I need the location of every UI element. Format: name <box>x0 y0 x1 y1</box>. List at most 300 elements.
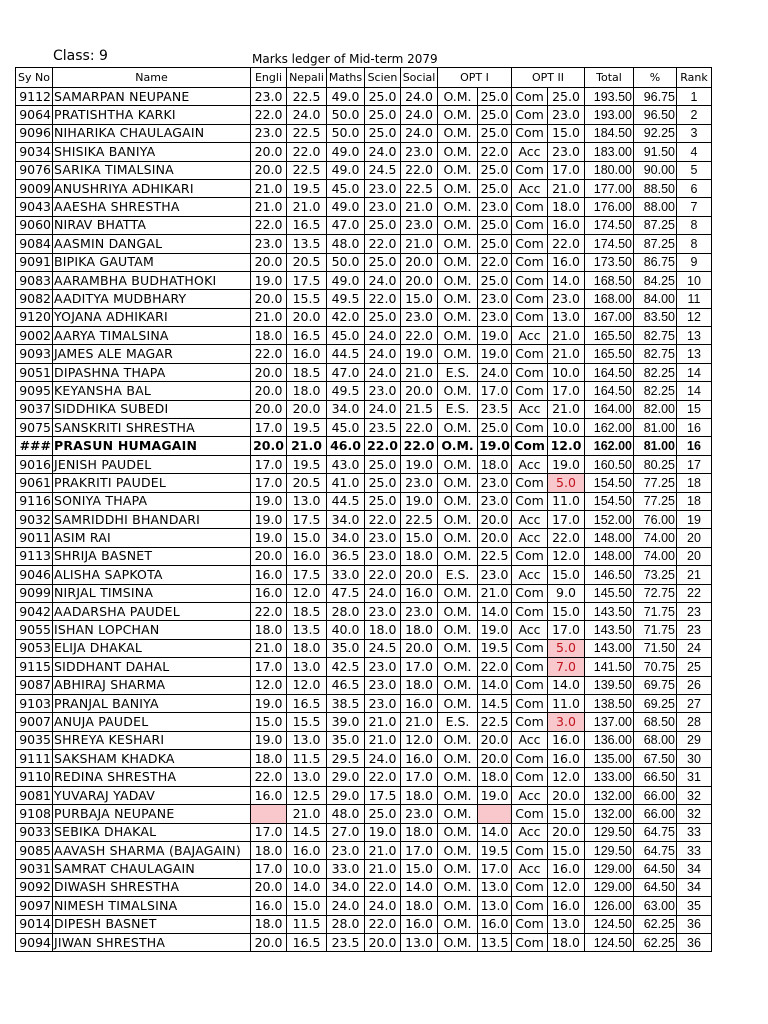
opt2-mark-cell: 21.0 <box>548 179 585 197</box>
total-cell: 165.50 <box>585 345 634 363</box>
table-row <box>16 510 712 528</box>
english-cell: 20.0 <box>251 382 287 400</box>
social-cell: 19.0 <box>401 345 438 363</box>
opt1-mark-cell: 18.0 <box>478 768 512 786</box>
opt2-subject-cell: Acc <box>512 860 548 878</box>
opt1-mark-cell: 20.0 <box>478 529 512 547</box>
name-cell: ANUJA PAUDEL <box>53 713 251 731</box>
opt1-mark-cell: 25.0 <box>478 216 512 234</box>
nepali-cell: 13.5 <box>287 235 327 253</box>
maths-cell: 29.5 <box>327 750 365 768</box>
science-cell: 25.0 <box>365 106 401 124</box>
opt1-mark-cell: 19.0 <box>478 621 512 639</box>
social-cell: 13.0 <box>401 933 438 951</box>
opt1-mark-cell: 25.0 <box>478 179 512 197</box>
english-cell: 17.0 <box>251 474 287 492</box>
opt2-mark-cell: 21.0 <box>548 327 585 345</box>
science-cell: 21.0 <box>365 842 401 860</box>
opt1-mark-cell: 22.0 <box>478 658 512 676</box>
table-row <box>16 584 712 602</box>
table-row <box>16 382 712 400</box>
name-cell: AADITYA MUDBHARY <box>53 290 251 308</box>
table-row <box>16 805 712 823</box>
nepali-cell: 21.0 <box>287 198 327 216</box>
maths-cell: 41.0 <box>327 474 365 492</box>
table-row <box>16 566 712 584</box>
rank-cell: 14 <box>677 363 712 381</box>
opt2-mark-cell: 20.0 <box>548 786 585 804</box>
opt2-subject-cell: Com <box>512 547 548 565</box>
opt2-mark-cell: 22.0 <box>548 235 585 253</box>
total-cell: 162.00 <box>585 419 634 437</box>
social-cell: 22.0 <box>401 419 438 437</box>
name-cell: SEBIKA DHAKAL <box>53 823 251 841</box>
opt2-mark-cell: 16.0 <box>548 860 585 878</box>
opt1-subject-cell: O.M. <box>438 602 478 620</box>
nepali-cell: 12.0 <box>287 584 327 602</box>
english-cell: 21.0 <box>251 308 287 326</box>
english-cell: 18.0 <box>251 327 287 345</box>
science-cell: 22.0 <box>365 566 401 584</box>
opt2-mark-cell: 15.0 <box>548 805 585 823</box>
total-cell: 184.50 <box>585 124 634 142</box>
table-row <box>16 363 712 381</box>
science-cell: 24.0 <box>365 363 401 381</box>
name-cell: SHRIJA BASNET <box>53 547 251 565</box>
name-cell: PRAKRITI PAUDEL <box>53 474 251 492</box>
total-cell: 137.00 <box>585 713 634 731</box>
table-row <box>16 878 712 896</box>
sy-no-cell: 9046 <box>16 566 53 584</box>
opt2-subject-cell: Com <box>512 198 548 216</box>
social-cell: 18.0 <box>401 786 438 804</box>
english-cell: 20.0 <box>251 400 287 418</box>
opt1-subject-cell: O.M. <box>438 345 478 363</box>
english-cell: 18.0 <box>251 915 287 933</box>
rank-cell: 23 <box>677 602 712 620</box>
opt2-mark-cell: 17.0 <box>548 161 585 179</box>
sy-no-cell: 9009 <box>16 179 53 197</box>
nepali-cell: 16.5 <box>287 327 327 345</box>
percent-cell: 64.75 <box>634 823 677 841</box>
opt2-subject-cell: Com <box>512 842 548 860</box>
name-cell: REDINA SHRESTHA <box>53 768 251 786</box>
rank-cell: 14 <box>677 382 712 400</box>
total-cell: 132.00 <box>585 786 634 804</box>
social-cell: 20.0 <box>401 271 438 289</box>
total-cell: 141.50 <box>585 658 634 676</box>
table-row <box>16 529 712 547</box>
maths-cell: 49.0 <box>327 271 365 289</box>
opt1-mark-cell: 23.0 <box>478 308 512 326</box>
sy-no-cell: 9091 <box>16 253 53 271</box>
sy-no-cell: 9034 <box>16 143 53 161</box>
rank-cell: 10 <box>677 271 712 289</box>
opt2-subject-cell: Com <box>512 161 548 179</box>
table-row <box>16 547 712 565</box>
maths-cell: 49.5 <box>327 290 365 308</box>
name-cell: AASMIN DANGAL <box>53 235 251 253</box>
rank-cell: 31 <box>677 768 712 786</box>
maths-cell: 42.5 <box>327 658 365 676</box>
table-row <box>16 658 712 676</box>
maths-cell: 34.0 <box>327 529 365 547</box>
rank-cell: 24 <box>677 639 712 657</box>
science-cell: 25.0 <box>365 492 401 510</box>
rank-cell: 30 <box>677 750 712 768</box>
percent-cell: 82.75 <box>634 327 677 345</box>
name-cell: ALISHA SAPKOTA <box>53 566 251 584</box>
total-cell: 160.50 <box>585 455 634 473</box>
total-cell: 168.50 <box>585 271 634 289</box>
rank-cell: 29 <box>677 731 712 749</box>
social-cell: 16.0 <box>401 750 438 768</box>
table-row <box>16 768 712 786</box>
opt2-subject-cell: Com <box>512 124 548 142</box>
opt1-subject-cell: O.M. <box>438 106 478 124</box>
table-row <box>16 88 712 106</box>
maths-cell: 48.0 <box>327 235 365 253</box>
name-cell: JAMES ALE MAGAR <box>53 345 251 363</box>
maths-cell: 29.0 <box>327 768 365 786</box>
english-cell: 16.0 <box>251 897 287 915</box>
percent-cell: 63.00 <box>634 897 677 915</box>
opt2-mark-cell: 20.0 <box>548 823 585 841</box>
opt2-subject-cell: Com <box>512 584 548 602</box>
percent-cell: 84.25 <box>634 271 677 289</box>
english-cell: 19.0 <box>251 510 287 528</box>
table-row <box>16 198 712 216</box>
percent-cell: 96.50 <box>634 106 677 124</box>
total-cell: 136.00 <box>585 731 634 749</box>
opt1-mark-cell: 23.0 <box>478 198 512 216</box>
opt1-mark-cell: 19.5 <box>478 842 512 860</box>
total-cell: 129.50 <box>585 823 634 841</box>
opt1-subject-cell: O.M. <box>438 455 478 473</box>
social-cell: 18.0 <box>401 897 438 915</box>
science-cell: 23.0 <box>365 694 401 712</box>
table-row <box>16 290 712 308</box>
opt1-subject-cell: O.M. <box>438 492 478 510</box>
rank-cell: 21 <box>677 566 712 584</box>
opt2-mark-cell: 15.0 <box>548 842 585 860</box>
sy-no-cell: 9033 <box>16 823 53 841</box>
rank-cell: 8 <box>677 216 712 234</box>
nepali-cell: 10.0 <box>287 860 327 878</box>
opt2-subject-cell: Com <box>512 639 548 657</box>
opt2-subject-cell: Acc <box>512 510 548 528</box>
rank-cell: 32 <box>677 786 712 804</box>
science-cell: 24.0 <box>365 750 401 768</box>
social-cell: 21.0 <box>401 198 438 216</box>
rank-cell: 36 <box>677 933 712 951</box>
maths-cell: 48.0 <box>327 805 365 823</box>
science-cell: 24.0 <box>365 897 401 915</box>
col-header-syno: Sy No <box>16 68 53 88</box>
rank-cell: 26 <box>677 676 712 694</box>
total-cell: 180.00 <box>585 161 634 179</box>
science-cell: 23.0 <box>365 529 401 547</box>
opt1-subject-cell: O.M. <box>438 933 478 951</box>
maths-cell: 44.5 <box>327 492 365 510</box>
total-cell: 129.00 <box>585 860 634 878</box>
english-cell: 17.0 <box>251 455 287 473</box>
science-cell: 17.5 <box>365 786 401 804</box>
opt1-subject-cell: O.M. <box>438 694 478 712</box>
opt2-subject-cell: Acc <box>512 327 548 345</box>
science-cell: 24.0 <box>365 271 401 289</box>
name-cell: NIRAV BHATTA <box>53 216 251 234</box>
opt1-subject-cell: E.S. <box>438 363 478 381</box>
opt2-mark-cell: 23.0 <box>548 143 585 161</box>
opt2-subject-cell: Acc <box>512 179 548 197</box>
rank-cell: 34 <box>677 860 712 878</box>
maths-cell: 35.0 <box>327 731 365 749</box>
percent-cell: 69.75 <box>634 676 677 694</box>
sy-no-cell: 9061 <box>16 474 53 492</box>
table-row <box>16 860 712 878</box>
english-cell: 22.0 <box>251 768 287 786</box>
rank-cell: 23 <box>677 621 712 639</box>
opt2-mark-cell: 16.0 <box>548 750 585 768</box>
nepali-cell: 20.5 <box>287 474 327 492</box>
rank-cell: 33 <box>677 823 712 841</box>
opt1-subject-cell: E.S. <box>438 566 478 584</box>
opt2-mark-cell: 12.0 <box>548 437 585 455</box>
opt1-mark-cell: 13.0 <box>478 897 512 915</box>
science-cell: 22.0 <box>365 768 401 786</box>
social-cell: 20.0 <box>401 382 438 400</box>
opt2-mark-cell: 13.0 <box>548 915 585 933</box>
opt1-subject-cell: O.M. <box>438 860 478 878</box>
nepali-cell: 17.5 <box>287 510 327 528</box>
total-cell: 143.00 <box>585 639 634 657</box>
name-cell: SAMRIDDHI BHANDARI <box>53 510 251 528</box>
opt2-mark-cell: 15.0 <box>548 602 585 620</box>
opt2-mark-cell: 5.0 <box>548 474 585 492</box>
rank-cell: 9 <box>677 253 712 271</box>
name-cell: NIRJAL TIMSINA <box>53 584 251 602</box>
science-cell: 23.5 <box>365 419 401 437</box>
rank-cell: 22 <box>677 584 712 602</box>
total-cell: 148.00 <box>585 529 634 547</box>
opt1-subject-cell: O.M. <box>438 842 478 860</box>
science-cell: 24.5 <box>365 161 401 179</box>
rank-cell: 15 <box>677 400 712 418</box>
name-cell: SIDDHANT DAHAL <box>53 658 251 676</box>
rank-cell: 16 <box>677 437 712 455</box>
opt1-mark-cell: 20.0 <box>478 510 512 528</box>
science-cell: 25.0 <box>365 124 401 142</box>
table-row <box>16 143 712 161</box>
name-cell: JENISH PAUDEL <box>53 455 251 473</box>
science-cell: 22.0 <box>365 915 401 933</box>
sy-no-cell: 9097 <box>16 897 53 915</box>
opt2-subject-cell: Com <box>512 419 548 437</box>
total-cell: 183.00 <box>585 143 634 161</box>
ledger-title: Marks ledger of Mid-term 2079 <box>252 52 438 66</box>
maths-cell: 29.0 <box>327 786 365 804</box>
opt1-mark-cell: 20.0 <box>478 750 512 768</box>
opt1-subject-cell: O.M. <box>438 621 478 639</box>
total-cell: 143.50 <box>585 621 634 639</box>
percent-cell: 68.50 <box>634 713 677 731</box>
science-cell: 20.0 <box>365 933 401 951</box>
sy-no-cell: 9043 <box>16 198 53 216</box>
name-cell: KEYANSHA BAL <box>53 382 251 400</box>
nepali-cell: 11.5 <box>287 750 327 768</box>
sy-no-cell: 9092 <box>16 878 53 896</box>
social-cell: 18.0 <box>401 676 438 694</box>
social-cell: 15.0 <box>401 529 438 547</box>
opt1-mark-cell: 23.0 <box>478 290 512 308</box>
percent-cell: 88.00 <box>634 198 677 216</box>
sy-no-cell: 9060 <box>16 216 53 234</box>
percent-cell: 82.75 <box>634 345 677 363</box>
table-row <box>16 161 712 179</box>
name-cell: AARYA TIMALSINA <box>53 327 251 345</box>
opt2-subject-cell: Com <box>512 897 548 915</box>
header-row <box>16 68 712 88</box>
opt2-mark-cell: 14.0 <box>548 676 585 694</box>
sy-no-cell: 9095 <box>16 382 53 400</box>
science-cell: 24.5 <box>365 639 401 657</box>
maths-cell: 28.0 <box>327 915 365 933</box>
total-cell: 164.50 <box>585 363 634 381</box>
opt2-mark-cell: 21.0 <box>548 400 585 418</box>
opt2-subject-cell: Acc <box>512 621 548 639</box>
opt1-subject-cell: O.M. <box>438 510 478 528</box>
opt2-subject-cell: Com <box>512 235 548 253</box>
opt1-subject-cell: O.M. <box>438 271 478 289</box>
social-cell: 18.0 <box>401 823 438 841</box>
percent-cell: 82.25 <box>634 382 677 400</box>
table-row <box>16 455 712 473</box>
rank-cell: 4 <box>677 143 712 161</box>
percent-cell: 69.25 <box>634 694 677 712</box>
social-cell: 16.0 <box>401 694 438 712</box>
rank-cell: 20 <box>677 547 712 565</box>
nepali-cell: 16.0 <box>287 345 327 363</box>
opt1-mark-cell: 22.0 <box>478 143 512 161</box>
opt1-subject-cell: O.M. <box>438 786 478 804</box>
science-cell: 25.0 <box>365 308 401 326</box>
social-cell: 21.0 <box>401 713 438 731</box>
name-cell: YUVARAJ YADAV <box>53 786 251 804</box>
name-cell: SARIKA TIMALSINA <box>53 161 251 179</box>
opt2-subject-cell: Acc <box>512 786 548 804</box>
nepali-cell: 17.5 <box>287 566 327 584</box>
nepali-cell: 16.0 <box>287 547 327 565</box>
maths-cell: 27.0 <box>327 823 365 841</box>
nepali-cell: 19.5 <box>287 455 327 473</box>
english-cell: 17.0 <box>251 419 287 437</box>
opt1-mark-cell: 17.0 <box>478 860 512 878</box>
social-cell: 22.0 <box>401 327 438 345</box>
opt1-mark-cell: 25.0 <box>478 271 512 289</box>
ledger-body <box>16 88 712 952</box>
table-row <box>16 308 712 326</box>
percent-cell: 90.00 <box>634 161 677 179</box>
percent-cell: 87.25 <box>634 235 677 253</box>
rank-cell: 8 <box>677 235 712 253</box>
nepali-cell: 16.5 <box>287 933 327 951</box>
opt2-mark-cell: 12.0 <box>548 768 585 786</box>
opt2-mark-cell: 17.0 <box>548 510 585 528</box>
nepali-cell: 13.5 <box>287 621 327 639</box>
sy-no-cell: 9084 <box>16 235 53 253</box>
opt1-subject-cell: O.M. <box>438 327 478 345</box>
percent-cell: 76.00 <box>634 510 677 528</box>
maths-cell: 46.0 <box>327 437 365 455</box>
table-row <box>16 327 712 345</box>
opt1-mark-cell: 18.0 <box>478 455 512 473</box>
percent-cell: 71.50 <box>634 639 677 657</box>
social-cell: 16.0 <box>401 915 438 933</box>
opt1-subject-cell: O.M. <box>438 639 478 657</box>
sy-no-cell: 9035 <box>16 731 53 749</box>
opt2-mark-cell: 13.0 <box>548 308 585 326</box>
social-cell: 20.0 <box>401 253 438 271</box>
percent-cell: 71.75 <box>634 602 677 620</box>
rank-cell: 3 <box>677 124 712 142</box>
opt1-mark-cell: 16.0 <box>478 915 512 933</box>
nepali-cell: 20.5 <box>287 253 327 271</box>
total-cell: 165.50 <box>585 327 634 345</box>
table-row <box>16 842 712 860</box>
opt1-mark-cell: 21.0 <box>478 584 512 602</box>
table-row <box>16 474 712 492</box>
table-row <box>16 676 712 694</box>
percent-cell: 83.50 <box>634 308 677 326</box>
english-cell: 19.0 <box>251 492 287 510</box>
maths-cell: 47.5 <box>327 584 365 602</box>
english-cell: 23.0 <box>251 235 287 253</box>
nepali-cell: 15.0 <box>287 897 327 915</box>
science-cell: 23.0 <box>365 658 401 676</box>
opt1-mark-cell: 17.0 <box>478 382 512 400</box>
opt2-mark-cell: 16.0 <box>548 253 585 271</box>
sy-no-cell: 9085 <box>16 842 53 860</box>
sy-no-cell: 9115 <box>16 658 53 676</box>
social-cell: 17.0 <box>401 658 438 676</box>
sy-no-cell: 9053 <box>16 639 53 657</box>
col-header-total: Total <box>585 68 634 88</box>
social-cell: 22.5 <box>401 510 438 528</box>
name-cell: AAVASH SHARMA (BAJAGAIN) <box>53 842 251 860</box>
nepali-cell: 16.5 <box>287 694 327 712</box>
maths-cell: 40.0 <box>327 621 365 639</box>
social-cell: 15.0 <box>401 860 438 878</box>
sy-no-cell: 9112 <box>16 88 53 106</box>
nepali-cell: 19.5 <box>287 419 327 437</box>
name-cell: SAMRAT CHAULAGAIN <box>53 860 251 878</box>
name-cell: NIHARIKA CHAULAGAIN <box>53 124 251 142</box>
table-row <box>16 235 712 253</box>
opt2-subject-cell: Com <box>512 658 548 676</box>
table-row <box>16 216 712 234</box>
opt2-subject-cell: Com <box>512 750 548 768</box>
opt1-mark-cell: 19.0 <box>478 345 512 363</box>
opt1-mark-cell: 25.0 <box>478 88 512 106</box>
social-cell: 18.0 <box>401 621 438 639</box>
science-cell: 25.0 <box>365 474 401 492</box>
opt1-subject-cell: O.M. <box>438 529 478 547</box>
table-row <box>16 621 712 639</box>
opt2-subject-cell: Com <box>512 271 548 289</box>
sy-no-cell: 9113 <box>16 547 53 565</box>
nepali-cell: 12.0 <box>287 676 327 694</box>
